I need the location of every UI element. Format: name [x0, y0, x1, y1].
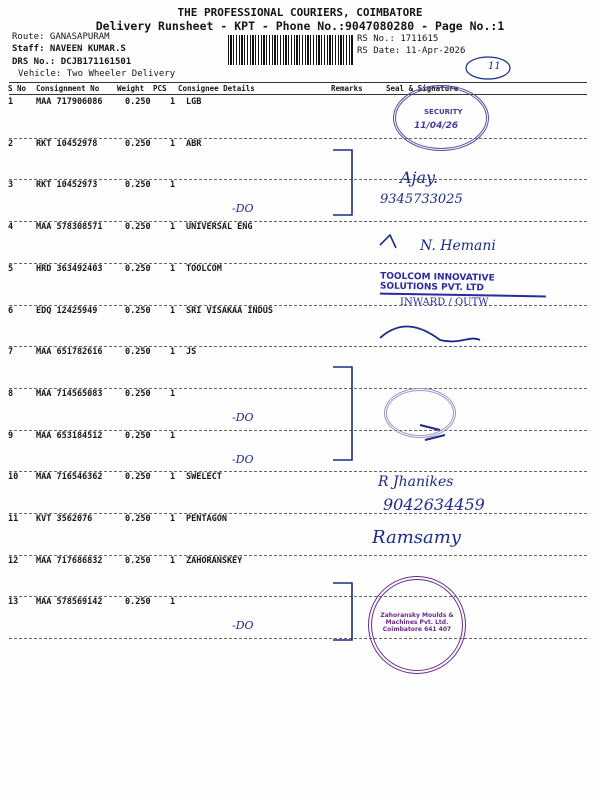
row-consignee: UNIVERSAL ENG [186, 222, 253, 233]
route-label: Route: GANASAPURAM [12, 32, 110, 42]
row-pcs: 1 [170, 138, 176, 149]
circled-page-number: 11 [488, 61, 501, 72]
table-row [0, 514, 600, 556]
drs-number: DRS No.: DCJB171161501 [12, 57, 132, 67]
zahoransky-stamp-text: Zahoransky Moulds & Machines Pvt. Ltd. Coimbatore 641 407 [380, 612, 454, 633]
inward-stamp: INWARD / OUTW [400, 297, 489, 308]
table-row [0, 389, 600, 431]
row-consignee: LGB [186, 97, 202, 107]
row-sno: 13 [8, 597, 19, 608]
staff-label: Staff: NAVEEN KUMAR.S [12, 44, 126, 54]
row-pcs: 1 [170, 388, 176, 399]
security-stamp-date: 11/04/26 [414, 121, 459, 131]
row-pcs: 1 [170, 430, 176, 441]
row-consignment: KVT 3562076 [36, 514, 93, 524]
phone-10: 9042634459 [383, 495, 485, 514]
row-sno: 6 [8, 305, 14, 316]
row-consignment: MAA 714565083 [36, 388, 103, 399]
rs-number: RS No.: 1711615 [357, 34, 439, 44]
row-weight: 0.250 [125, 222, 151, 233]
row-sno: 8 [8, 388, 14, 399]
signature-3: Ajay. [400, 168, 439, 187]
receiver-name-10: R Jhanikes [378, 474, 454, 490]
row-consignment: EDQ 12425949 [36, 305, 98, 316]
zahoransky-stamp [368, 576, 466, 674]
row-consignee: TOOLCOM [186, 263, 222, 274]
row-pcs: 1 [170, 263, 176, 274]
row-pcs: 1 [170, 555, 176, 566]
vehicle-label: Vehicle: Two Wheeler Delivery [18, 69, 176, 79]
table-row [0, 222, 600, 264]
row-sno: 2 [8, 138, 14, 149]
col-remarks: Remarks [331, 84, 363, 93]
row-weight: 0.250 [125, 514, 151, 524]
row-consignee: SWELECT [186, 472, 222, 483]
rs-date: RS Date: 11-Apr-2026 [357, 46, 466, 56]
row-consignment: MAA 717906086 [36, 97, 103, 107]
row-sno: 12 [8, 555, 19, 566]
barcode [228, 35, 354, 65]
row-consignment: MAA 653184512 [36, 430, 103, 441]
header-bottom-rule [9, 94, 587, 95]
col-seal: Seal & Signature [386, 84, 459, 93]
table-row [0, 431, 600, 473]
row-sno: 10 [8, 472, 19, 483]
document-subtitle: Delivery Runsheet - KPT - Phone No.:9047080280 - Page No.:1 [95, 19, 505, 33]
row-weight: 0.250 [125, 555, 151, 566]
col-consignment: Consignment No [36, 84, 100, 93]
row-sno: 9 [8, 430, 14, 441]
row-pcs: 1 [170, 180, 176, 191]
table-row [0, 306, 600, 348]
row-weight: 0.250 [125, 263, 151, 274]
row-sno: 1 [8, 97, 14, 107]
phone-3: 9345733025 [380, 192, 463, 207]
row-sno: 5 [8, 263, 14, 274]
row-divider [9, 638, 587, 639]
row-sno: 11 [8, 514, 19, 524]
company-stamp: TOOLCOM INNOVATIVE SOLUTIONS PVT. LTD [380, 272, 546, 298]
row-pcs: 1 [170, 222, 176, 233]
row-consignment: RKT 10452973 [36, 180, 98, 191]
ditto-mark: -DO [232, 410, 254, 424]
row-consignment: MAA 651782616 [36, 347, 103, 358]
row-consignee: SRI VISAKAA INDUS [186, 305, 273, 316]
signature-11: Ramsamy [372, 527, 461, 548]
document-title: THE PROFESSIONAL COURIERS, COIMBATORE [177, 6, 423, 19]
row-weight: 0.250 [125, 97, 151, 107]
row-pcs: 1 [170, 472, 176, 483]
col-sno: S No [8, 84, 27, 93]
table-row [0, 97, 600, 139]
security-stamp-label: SECURITY [424, 108, 463, 116]
row-sno: 4 [8, 222, 14, 233]
col-weight: Weight [117, 84, 145, 93]
row-consignment: MAA 578308571 [36, 222, 103, 233]
row-consignee: PENTAGON [186, 514, 227, 524]
table-row [0, 180, 600, 222]
table-row [0, 556, 600, 598]
table-row [0, 347, 600, 389]
row-weight: 0.250 [125, 347, 151, 358]
row-consignment: MAA 717686832 [36, 555, 103, 566]
row-pcs: 1 [170, 97, 176, 107]
header-top-rule [9, 82, 587, 83]
ditto-mark: -DO [232, 202, 254, 216]
row-weight: 0.250 [125, 138, 151, 149]
row-weight: 0.250 [125, 430, 151, 441]
table-row [0, 139, 600, 181]
row-weight: 0.250 [125, 180, 151, 191]
row-sno: 3 [8, 180, 14, 191]
row-pcs: 1 [170, 305, 176, 316]
table-row [0, 597, 600, 639]
table-row [0, 472, 600, 514]
row-consignment: MAA 716546362 [36, 472, 103, 483]
col-pcs: PCS [153, 84, 167, 93]
col-consignee: Consignee Details [178, 84, 255, 93]
row-weight: 0.250 [125, 388, 151, 399]
ditto-mark: -DO [232, 452, 254, 466]
row-pcs: 1 [170, 514, 176, 524]
row-consignee: ABR [186, 138, 202, 149]
row-pcs: 1 [170, 597, 176, 608]
row-consignee: ZAHORANSKEY [186, 555, 243, 566]
row-sno: 7 [8, 347, 14, 358]
row-consignment: HRD 363492403 [36, 263, 103, 274]
row-consignee: JS [186, 347, 197, 358]
ditto-mark: -DO [232, 619, 254, 633]
row-weight: 0.250 [125, 597, 151, 608]
security-stamp-2 [384, 388, 456, 438]
row-weight: 0.250 [125, 305, 151, 316]
security-stamp-1 [393, 85, 489, 151]
row-pcs: 1 [170, 347, 176, 358]
row-consignment: RKT 10452978 [36, 138, 98, 149]
row-consignment: MAA 578569142 [36, 597, 103, 608]
signature-4: N. Hemani [420, 238, 496, 254]
row-weight: 0.250 [125, 472, 151, 483]
